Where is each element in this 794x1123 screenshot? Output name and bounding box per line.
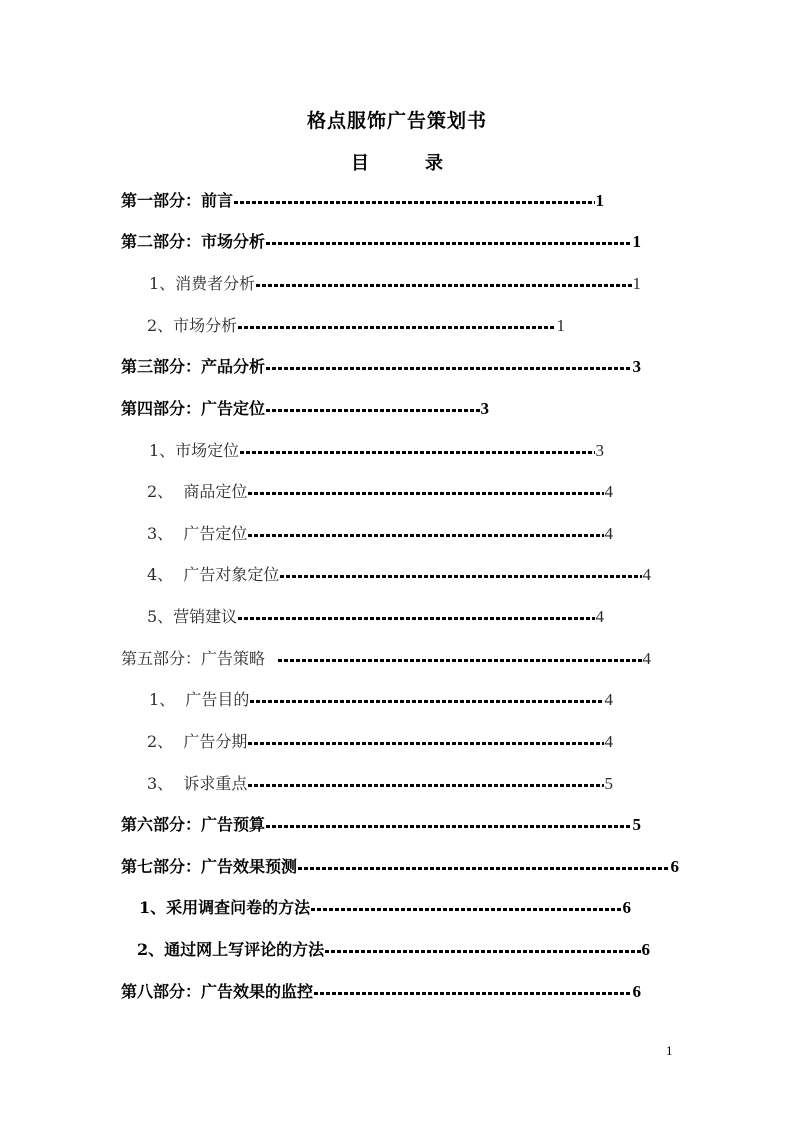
toc-entry-label: 1、消费者分析 bbox=[149, 274, 256, 293]
toc-entry-page: 5 bbox=[604, 774, 613, 793]
toc-entry[interactable] bbox=[121, 856, 679, 878]
toc-entry-label: 第五部分：广告策略 bbox=[121, 649, 266, 668]
dot-leader bbox=[278, 659, 641, 662]
toc-entry-page: 4 bbox=[595, 607, 604, 626]
toc-entry[interactable] bbox=[147, 731, 613, 753]
toc-entry-label: 4、 广告对象定位 bbox=[147, 565, 280, 584]
dot-leader bbox=[280, 575, 641, 578]
toc-entry[interactable] bbox=[147, 481, 613, 503]
toc-entry-page: 1 bbox=[556, 316, 565, 335]
dot-leader bbox=[266, 409, 479, 412]
toc-entry-label: 第二部分：市场分析 bbox=[121, 232, 266, 251]
page-number: 1 bbox=[666, 1043, 673, 1058]
dot-leader bbox=[314, 992, 631, 995]
dot-leader bbox=[238, 617, 594, 620]
toc-entry-page: 5 bbox=[632, 815, 641, 834]
dot-leader bbox=[250, 700, 603, 703]
dot-leader bbox=[311, 908, 621, 911]
toc-entry-label: 第三部分：产品分析 bbox=[121, 357, 266, 376]
toc-entry[interactable] bbox=[149, 273, 641, 295]
toc-entry-label: 2、市场分析 bbox=[147, 316, 238, 335]
dot-leader bbox=[298, 867, 669, 870]
toc-entry-label: 第八部分：广告效果的监控 bbox=[121, 982, 314, 1001]
toc-entry-page: 6 bbox=[670, 857, 679, 876]
toc-entry-label: 2、 广告分期 bbox=[147, 732, 248, 751]
toc-entry[interactable] bbox=[121, 648, 651, 670]
toc-entry-page: 4 bbox=[604, 690, 613, 709]
dot-leader bbox=[240, 451, 594, 454]
toc-entry-page: 4 bbox=[642, 565, 651, 584]
toc-entry-label: 第六部分：广告预算 bbox=[121, 815, 266, 834]
dot-leader bbox=[256, 284, 631, 287]
toc-entry-label: 3、 诉求重点 bbox=[147, 774, 248, 793]
dot-leader bbox=[266, 367, 631, 370]
toc-entry-label: 第七部分：广告效果预测 bbox=[121, 857, 298, 876]
toc-entry-label: 第一部分：前言 bbox=[121, 191, 234, 210]
dot-leader bbox=[266, 825, 631, 828]
toc-entry-page: 1 bbox=[632, 232, 641, 251]
toc-heading-right: 录 bbox=[425, 153, 443, 174]
toc-entry[interactable] bbox=[121, 231, 641, 253]
dot-leader bbox=[238, 326, 555, 329]
toc-entry[interactable] bbox=[139, 897, 631, 919]
toc-entry-page: 3 bbox=[632, 357, 641, 376]
toc-entry-label: 1、 广告目的 bbox=[149, 690, 250, 709]
toc-entry-label: 5、营销建议 bbox=[147, 607, 238, 626]
toc-entry-label: 3、 广告定位 bbox=[147, 524, 248, 543]
toc-entry-label: 1、采用调查问卷的方法 bbox=[139, 898, 311, 917]
toc-entry[interactable] bbox=[149, 689, 613, 711]
toc-entry-page: 1 bbox=[595, 191, 604, 210]
dot-leader bbox=[248, 742, 603, 745]
dot-leader bbox=[248, 534, 603, 537]
toc-heading-left: 目 bbox=[351, 153, 369, 174]
dot-leader bbox=[266, 242, 631, 245]
toc-entry-page: 3 bbox=[595, 441, 604, 460]
dot-leader bbox=[248, 784, 603, 787]
toc-entry[interactable] bbox=[147, 315, 565, 337]
toc-entry-label: 2、 商品定位 bbox=[147, 482, 248, 501]
dot-leader bbox=[248, 492, 603, 495]
toc-entry[interactable] bbox=[147, 773, 613, 795]
toc-entry[interactable] bbox=[121, 398, 489, 420]
toc-entry[interactable] bbox=[121, 814, 641, 836]
toc-entry[interactable] bbox=[147, 564, 651, 586]
toc-entry-page: 4 bbox=[604, 732, 613, 751]
toc-entry[interactable] bbox=[147, 523, 613, 545]
toc-entry[interactable] bbox=[121, 981, 641, 1003]
toc-entry[interactable] bbox=[121, 190, 604, 212]
toc-entry[interactable] bbox=[147, 606, 604, 628]
dot-leader bbox=[234, 201, 594, 204]
toc-entry-page: 6 bbox=[641, 940, 650, 959]
toc-entry-page: 6 bbox=[622, 898, 631, 917]
toc-entry-page: 6 bbox=[632, 982, 641, 1001]
toc-entry[interactable] bbox=[121, 356, 641, 378]
toc-entry-label: 第四部分：广告定位 bbox=[121, 399, 266, 418]
toc-entry[interactable] bbox=[149, 440, 604, 462]
toc-entry-page: 3 bbox=[480, 399, 489, 418]
toc-entry-label: 2、通过网上写评论的方法 bbox=[137, 940, 325, 959]
dot-leader bbox=[325, 950, 640, 953]
toc-entry-label: 1、市场定位 bbox=[149, 441, 240, 460]
toc-entry-page: 1 bbox=[632, 274, 641, 293]
toc-entry-page: 4 bbox=[642, 649, 651, 668]
document-title: 格点服饰广告策划书 bbox=[306, 110, 487, 132]
toc-entry-page: 4 bbox=[604, 524, 613, 543]
toc-entry[interactable] bbox=[137, 939, 650, 961]
toc-entry-page: 4 bbox=[604, 482, 613, 501]
